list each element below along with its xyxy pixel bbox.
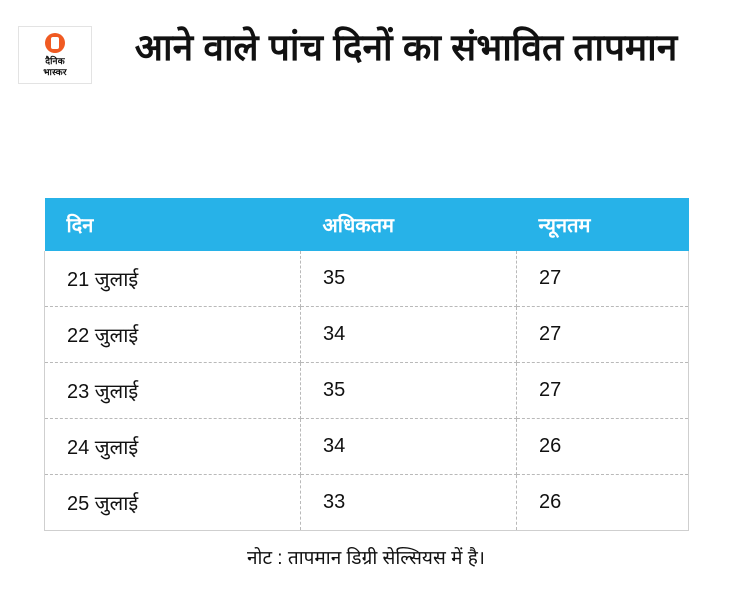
cell-min: 26 xyxy=(517,419,689,475)
footnote: नोट : तापमान डिग्री सेल्सियस में है। xyxy=(246,548,485,569)
cell-min: 27 xyxy=(517,363,689,419)
cell-day: 23 जुलाई xyxy=(45,363,301,419)
cell-max: 35 xyxy=(301,363,517,419)
column-header-max: अधिकतम xyxy=(301,198,517,251)
table-body xyxy=(45,251,689,531)
cell-max: 34 xyxy=(301,419,517,475)
cell-day: 22 जुलाई xyxy=(45,307,301,363)
table-row xyxy=(45,307,689,363)
logo-line-2: भास्कर xyxy=(43,66,67,77)
cell-day: 25 जुलाई xyxy=(45,475,301,531)
table-header-row xyxy=(45,198,689,251)
sun-icon xyxy=(45,33,65,53)
cell-min: 27 xyxy=(517,251,689,307)
table-row xyxy=(45,251,689,307)
cell-day: 21 जुलाई xyxy=(45,251,301,307)
cell-min: 27 xyxy=(517,307,689,363)
logo-line-1: दैनिक xyxy=(45,55,65,66)
cell-max: 35 xyxy=(301,251,517,307)
cell-max: 34 xyxy=(301,307,517,363)
cell-max: 33 xyxy=(301,475,517,531)
cell-day: 24 जुलाई xyxy=(45,419,301,475)
dainik-bhaskar-logo xyxy=(18,26,92,84)
table-row xyxy=(45,419,689,475)
column-header-day: दिन xyxy=(45,198,301,251)
cell-min: 26 xyxy=(517,475,689,531)
temperature-table xyxy=(44,198,688,531)
table-row xyxy=(45,363,689,419)
table-row xyxy=(45,475,689,531)
page-title: आने वाले पांच दिनों का संभावित तापमान xyxy=(134,27,678,68)
column-header-min: न्यूनतम xyxy=(517,198,689,251)
